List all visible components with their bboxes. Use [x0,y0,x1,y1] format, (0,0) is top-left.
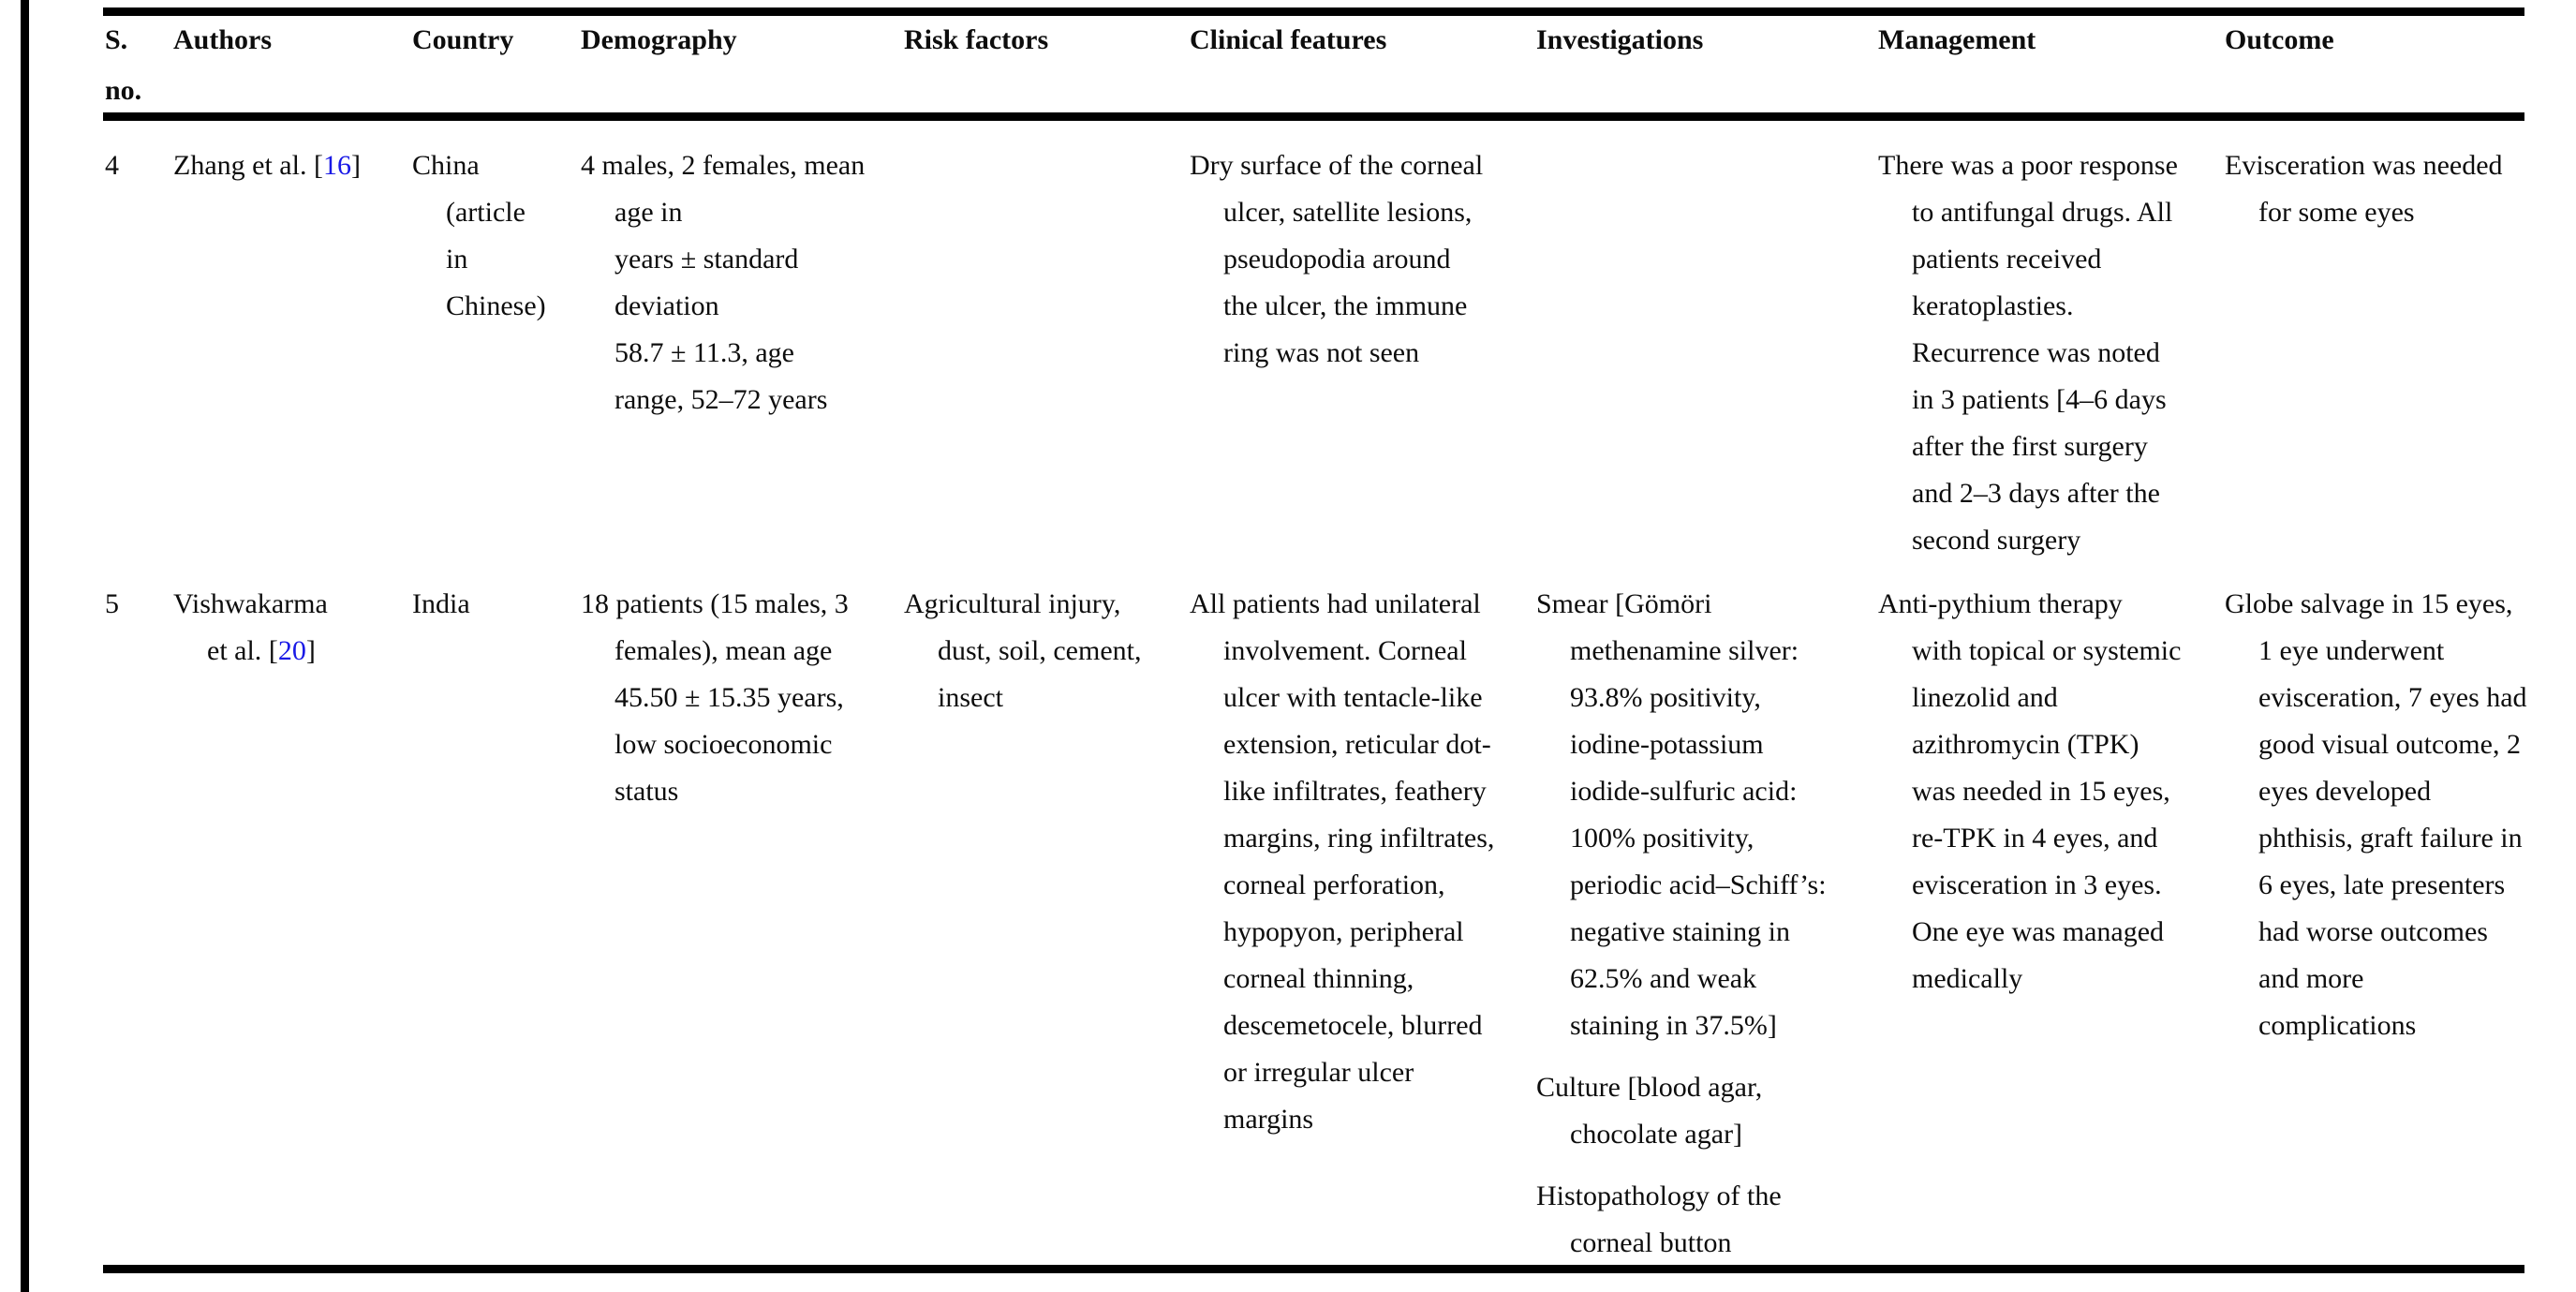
text-paragraph: Investigations [1536,24,1704,55]
citation-bracket: [ [313,150,323,181]
column-header-management [1878,15,2225,66]
cell-management [1878,581,2225,1002]
text-paragraph: 4 [105,150,119,181]
text-paragraph: Clinical features [1190,24,1387,55]
text-paragraph: Agricultural injury, dust, soil, cement, insect [904,588,1142,713]
text-paragraph: 18 patients (15 males, 3 females), mean age 45.50 ± 15.35 years, low socioeconomic status [581,588,849,807]
citation-link[interactable]: 16 [322,150,351,181]
text-paragraph: Smear [Gömöri methenamine silver: 93.8% positivity, iodine-potassium iodide-sulfuric acid: 100% positivity, periodic acid–Schiff’s: negative staining in 62.5% and weak staining in 37.5%] [1536,588,1827,1041]
cell-country [412,142,581,330]
cell-sno [105,142,173,189]
text-paragraph: There was a poor response to antifungal drugs. All patients received keratoplasties. Recurrence was noted in 3 patients [4–6 days after the first surgery and 2–3 days after the second surgery [1878,150,2178,556]
text-paragraph: 4 males, 2 females, mean age in years ± standard deviation 58.7 ± 11.3, age range, 52–72 years [581,150,866,415]
page-edge-line [21,0,29,1292]
text-paragraph: Vishwakarma et al. [20] [173,588,328,666]
text-paragraph: Outcome [2225,24,2334,55]
cell-outcome [2225,142,2531,236]
table-header-row [105,15,2531,116]
text-paragraph: Anti-pythium therapy with topical or systemic linezolid and azithromycin (TPK) was needed in 15 eyes, re-TPK in 4 eyes, and evisceration in 3 eyes. One eye was managed medically [1878,588,2182,994]
text-paragraph: Risk factors [904,24,1049,55]
cell-sno [105,581,173,628]
text-paragraph: Zhang et al. [16] [173,150,361,181]
citation-bracket: ] [350,150,361,181]
text-paragraph: China (article in Chinese) [412,150,546,321]
cell-risk_factors [904,581,1190,721]
cell-authors [173,581,412,675]
text-paragraph: 5 [105,588,119,619]
text-paragraph: Globe salvage in 15 eyes, 1 eye underwent evisceration, 7 eyes had good visual outcome, 2 eyes developed phthisis, graft failure in 6 eyes, late presenters had worse outcomes and more complications [2225,588,2527,1041]
citation-bracket: [ [268,635,278,666]
text-paragraph: Dry surface of the corneal ulcer, satellite lesions, pseudopodia around the ulcer, the immune ring was not seen [1190,150,1484,368]
text-paragraph: Histopathology of the corneal button [1536,1181,1782,1258]
cell-clinical_features [1190,581,1536,1143]
text-paragraph: S. no. [105,24,142,106]
column-header-demography [581,15,904,66]
column-header-sno [105,15,173,116]
text-paragraph: Evisceration was needed for some eyes [2225,150,2503,228]
column-header-outcome [2225,15,2531,66]
cell-demography [581,581,904,815]
cell-clinical_features [1190,142,1536,377]
text-paragraph: Demography [581,24,737,55]
text-paragraph: Culture [blood agar, chocolate agar] [1536,1072,1763,1150]
column-header-risk_factors [904,15,1190,66]
text-paragraph: Authors [173,24,273,55]
column-header-investigations [1536,15,1878,66]
text-paragraph: All patients had unilateral involvement. Corneal ulcer with tentacle-like extension, reticular dot- like infiltrates, feathery margins, ring infiltrates, corneal perforation, hypopyon, peripheral corneal thinning, descemetocele, blurred or irregular ulcer margins [1190,588,1495,1135]
table-row [105,142,2531,564]
cell-outcome [2225,581,2533,1049]
column-header-clinical_features [1190,15,1536,66]
text-paragraph: Management [1878,24,2036,55]
text-paragraph: India [412,588,470,619]
citation-bracket: ] [305,635,316,666]
table-row [105,581,2531,1267]
column-header-country [412,15,581,66]
cell-investigations [1536,581,1878,1267]
cell-management [1878,142,2225,564]
cell-country [412,581,581,628]
cell-authors [173,142,412,189]
citation-link[interactable]: 20 [277,635,306,666]
column-header-authors [173,15,412,66]
text-paragraph: Country [412,24,514,55]
cell-demography [581,142,904,423]
